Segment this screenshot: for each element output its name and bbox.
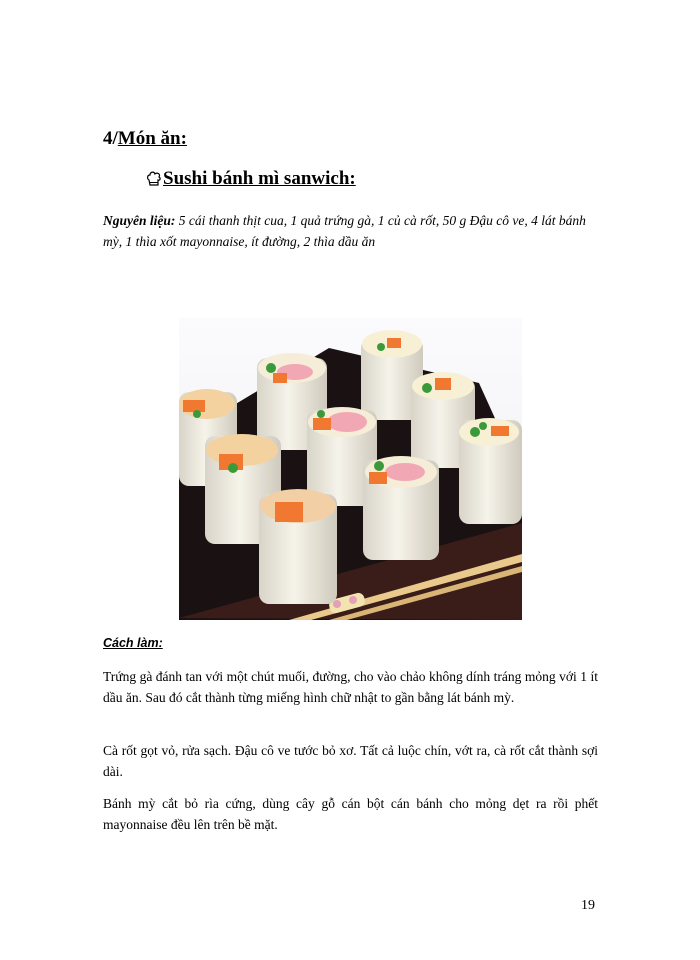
chef-hat-icon [146,171,162,187]
section-heading [103,128,187,150]
dish-title [146,168,356,190]
ingredients-text: 5 cái thanh thịt cua, 1 quả trứng gà, 1 củ cà rốt, 50 g Đậu cô ve, 4 lát bánh mỳ, 1 thìa xốt mayonnaise, ít đường, 2 thìa dầu ăn [103,213,586,249]
ingredients-label: Nguyên liệu: [103,213,176,228]
section-title: Món ăn: [117,128,187,149]
method-step-2: Cà rốt gọt vỏ, rửa sạch. Đậu cô ve tước bỏ xơ. Tất cả luộc chín, vớt ra, cà rốt cắt thành sợi dài. [103,743,598,779]
dish-title-text: Sushi bánh mì sanwich: [163,168,356,189]
sushi-sandwich-photo [179,318,522,620]
ingredients-paragraph [103,210,603,252]
sushi-roll [259,489,337,604]
page-number: 19 [581,898,595,913]
sushi-roll [363,456,439,560]
sushi-roll [459,418,522,524]
method-step-3: Bánh mỳ cắt bỏ rìa cứng, dùng cây gỗ cán bột cán bánh cho mỏng dẹt ra rồi phết mayonnaise đều lên trên bề mặt. [103,796,598,832]
method-heading: Cách làm: [103,636,163,650]
method-step-1: Trứng gà đánh tan với một chút muối, đường, cho vào chảo không dính tráng mỏng với 1 ít dầu ăn. Sau đó cắt thành từng miếng hình chữ nhật to gần bằng lát bánh mỳ. [103,669,598,705]
section-number: 4/ [103,128,118,149]
